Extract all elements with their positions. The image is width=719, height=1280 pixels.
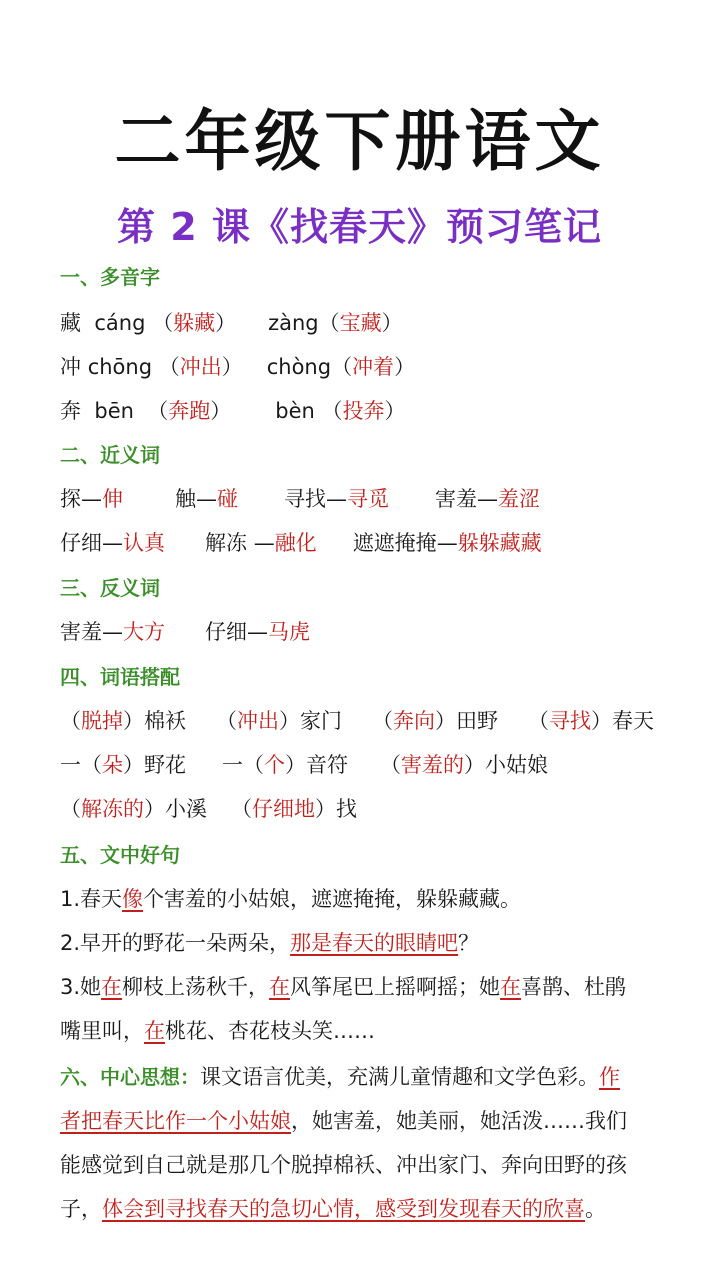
section-heading-collocations: 四、词语搭配 — [60, 665, 180, 689]
theme-line: 子，体会到寻找春天的急切心情，感受到发现春天的欣喜。 — [60, 1197, 606, 1221]
good-sentence: 3.她在柳枝上荡秋千，在风筝尾巴上摇啊摇；她在喜鹊、杜鹃 — [60, 975, 627, 999]
section-heading-theme: 六、中心思想： — [60, 1065, 200, 1089]
synonym-row: 仔细—认真 解冻 —融化 遮遮掩掩—躲躲藏藏 — [60, 531, 542, 555]
section-heading-sentences: 五、文中好句 — [60, 843, 180, 867]
polyphonic-row: 藏 cáng （躲藏） zàng（宝藏） — [60, 311, 403, 335]
polyphonic-row: 冲 chōng （冲出） chòng（冲着） — [60, 355, 416, 379]
section-heading-antonyms: 三、反义词 — [60, 576, 160, 600]
theme-line: 者把春天比作一个小姑娘，她害羞，她美丽，她活泼……我们 — [60, 1109, 627, 1133]
good-sentence: 嘴里叫，在桃花、杏花枝头笑…… — [60, 1019, 375, 1043]
theme-line: 能感觉到自己就是那几个脱掉棉袄、冲出家门、奔向田野的孩 — [60, 1153, 627, 1177]
page-title: 二年级下册语文 — [114, 103, 605, 180]
theme-line: 六、中心思想：课文语言优美，充满儿童情趣和文学色彩。作 — [60, 1065, 620, 1089]
good-sentence: 1.春天像个害羞的小姑娘，遮遮掩掩，躲躲藏藏。 — [60, 887, 522, 911]
good-sentence: 2.早开的野花一朵两朵，那是春天的眼睛吧？ — [60, 931, 480, 955]
polyphonic-row: 奔 bēn （奔跑） bèn （投奔） — [60, 399, 406, 423]
section-heading-polyphonic: 一、多音字 — [60, 265, 160, 289]
collocation-row: （解冻的）小溪 （仔细地）找 — [60, 797, 357, 821]
antonym-row: 害羞—大方 仔细—马虎 — [60, 620, 310, 644]
synonym-row: 探—伸 触—碰 寻找—寻觅 害羞—羞涩 — [60, 487, 540, 511]
lesson-subtitle: 第 2 课《找春天》预习笔记 — [117, 205, 602, 249]
collocation-row: 一（朵）野花 一（个）音符 （害羞的）小姑娘 — [60, 753, 548, 777]
collocation-row: （脱掉）棉袄 （冲出）家门 （奔向）田野 （寻找）春天 — [60, 709, 654, 733]
section-heading-synonyms: 二、近义词 — [60, 443, 160, 467]
